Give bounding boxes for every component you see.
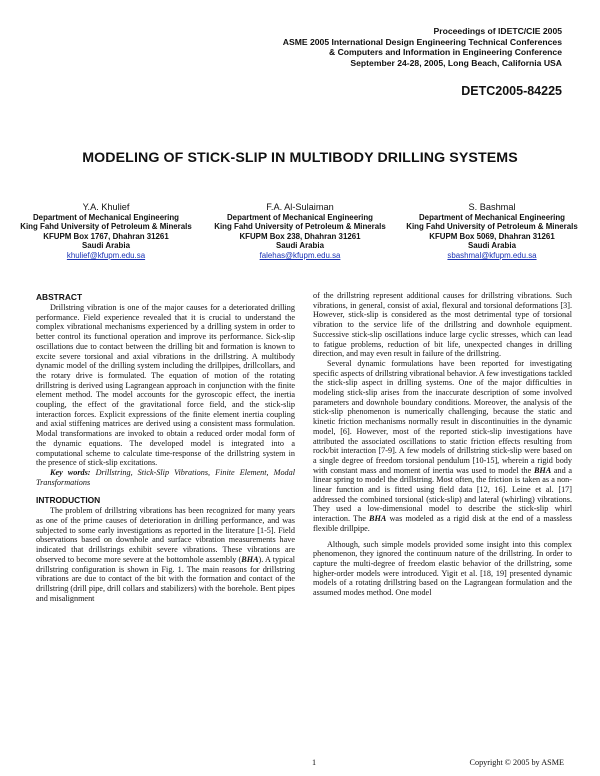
bha-term: BHA: [533, 465, 552, 475]
header-line: Proceedings of IDETC/CIE 2005: [433, 26, 562, 36]
keywords-list: Drillstring, Stick-Slip Vibrations, Finite Element, Modal Transformations: [36, 467, 295, 487]
author-university: King Fahd University of Petroleum & Minerals: [20, 222, 192, 232]
author-department: Department of Mechanical Engineering: [418, 213, 565, 222]
bha-term: BHA: [369, 514, 387, 524]
header-line: ASME 2005 International Design Engineering Technical Conferences: [282, 36, 562, 47]
right-paragraph-1: of the drillstring represent additional causes for drillstring vibrations. Such vibrations, in general, consist of axial, flexural and torsional deformations [3]. However, stick-slip is considered as the most detrimental type of torsional vibration to the service life of the drillstring and downhole equipment. Successive stick-slip oscillations induce large cyclic stresses, which can lead to fatigue problems, reduction of bit life, unexpected changes in drilling direction, and may even result in failure of the drillstring.: [313, 291, 572, 359]
intro-text: ). A typical drillstring configuration is shown in Fig. 1. The main reasons for drillstring vibrations are due to contact of the bit with the formation and contact of the drillstring (drill pipe, drill collars and stabilizers) with the borehole. Bent pipes and misalignment: [36, 554, 295, 603]
author-email-link[interactable]: falehas@kfupm.edu.sa: [259, 250, 341, 260]
right-paragraph-3: Although, such simple models provided some insight into this complex phenomenon, they ignored the continuum nature of the drillstring. In order to capture the multi-degree of freedom elastic behavior of the drillstring, some higher-order models were introduced. Yigit et al. [18, 19] presented dynamic models of a rotating drillstring based on the Lagrangean formulation and the assumed modes method. One model: [313, 539, 572, 598]
author-block-1: [8, 202, 204, 260]
author-university: King Fahd University of Petroleum & Minerals: [406, 222, 578, 232]
keywords-label: Key words:: [50, 467, 91, 477]
page-number: 1: [312, 758, 317, 767]
proceedings-header: [283, 26, 562, 68]
intro-text: The problem of drillstring vibrations has been recognized for many years as one of the prime causes of deterioration in drilling performance, and was subjected to some early investigations as reported in the literature [1-5]. Field observations based on downhole and surface vibration measurements have indicated that drillstrings exhibit severe vibrations. These vibrations are observed to become more severe at the bottomhole assembly (: [36, 506, 295, 564]
author-block-2: [202, 202, 398, 260]
author-address: KFUPM Box 5069, Dhahran 31261: [429, 231, 555, 241]
author-department: Department of Mechanical Engineering: [226, 213, 373, 222]
author-address: KFUPM Box 1767, Dhahran 31261: [43, 231, 169, 241]
paper-id: DETC2005-84225: [461, 84, 562, 98]
bha-term: BHA: [241, 554, 259, 564]
abstract-heading: ABSTRACT: [36, 292, 83, 302]
body-text: Several dynamic formulations have been reported for investigating specific aspects of drillstring vibrational behavior. A few investigations tackled the stick-slip aspect in drilling systems. One of the major difficulties in modeling stick-slip arises from the inaccurate description of some involved parameters and downhole boundary conditions. Moreover, the analysis of the stick-slip phenomenon is numerically challenging, because the static and kinetic friction mechanisms normally result in discontinuities in the dynamic model, [6]. However, most of the reported stick-slip investigations have attributed the associated oscillations to static friction effects resulting from rock/bit interaction [7-9]. A few models of drillstring stick-slip were based on a single degree of freedom torsional pendulum [10-15], wherein a rigid body with constant mass and moment of inertia was used to model the: [313, 358, 572, 475]
author-country: Saudi Arabia: [468, 241, 516, 251]
keywords: [36, 468, 295, 487]
author-name: F.A. Al-Sulaiman: [266, 202, 334, 212]
header-line: & Computers and Information in Engineering Conference: [328, 47, 562, 58]
author-address: KFUPM Box 238, Dhahran 31261: [239, 231, 361, 241]
introduction-heading: INTRODUCTION: [36, 495, 101, 506]
author-country: Saudi Arabia: [276, 241, 324, 251]
author-name: Y.A. Khulief: [82, 202, 130, 212]
author-department: Department of Mechanical Engineering: [32, 213, 179, 222]
author-email-link[interactable]: sbashmal@kfupm.edu.sa: [447, 250, 537, 260]
author-email-link[interactable]: khulief@kfupm.edu.sa: [66, 250, 146, 260]
body-text: and a linear spring to model the drillstring. Most often, the friction is taken as a non-linear function and is fitted using field data [12, 16]. Leine et al. [17] addressed the combined torsional (stick-slip) and lateral (whirling) vibrations. They used a low-dimensional model to describe the stick-slip whirl interaction. The: [313, 465, 572, 524]
abstract-text: Drillstring vibration is one of the major causes for a deteriorated drilling performance. Field experience revealed that it is crucial to understand the complex vibrational mechanisms experienced by a drilling system in order to better control its functional operation and improve its performance. Sick-slip oscillations due to contact between the drilling bit and formation is known to excite severe torsional and axial vibrations in the drillstring. A multibody dynamic model of the drilling system including the drillpipes, drillcollars, and the rotary drive is formulated. The equation of motion of the rotating drillstring is derived using Lagrangean approach in conjunction with the finite element method. The model accounts for the gyroscopic effect, the inertia coupling, the effect of the gravitational force field, and the stick-slip interaction forces. Explicit expressions of the finite element inertia coupling and axial stiffening matrices are derived using a consistent mass formulation. Modal transformations are invoked to obtain a reduced order modal form of the dynamic equations. The developed model is integrated into a computational scheme to calculate time-response of the drillstring system in the presence of stick-slip excitations.: [36, 303, 295, 468]
right-paragraph-2: [313, 359, 572, 534]
header-line: September 24-28, 2005, Long Beach, California USA: [350, 57, 562, 68]
author-university: King Fahd University of Petroleum & Minerals: [214, 222, 386, 232]
left-column: [36, 292, 295, 603]
copyright-notice: Copyright © 2005 by ASME: [469, 758, 564, 767]
author-block-3: [392, 202, 592, 260]
paper-title: MODELING OF STICK-SLIP IN MULTIBODY DRILLING SYSTEMS: [82, 150, 518, 166]
body-text: was modeled as a rigid disk at the end of a massless flexible drillpipe.: [313, 514, 572, 533]
introduction-paragraph: [36, 506, 295, 603]
right-column: [313, 291, 572, 598]
author-name: S. Bashmal: [468, 202, 516, 212]
author-country: Saudi Arabia: [82, 241, 130, 251]
